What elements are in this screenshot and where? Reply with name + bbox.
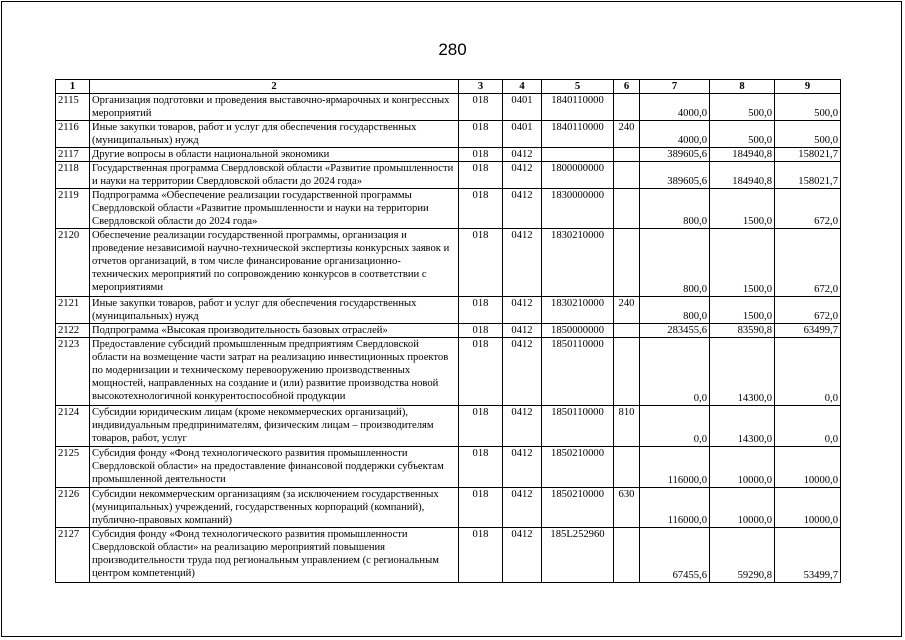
row-name: Другие вопросы в области национальной экономики bbox=[90, 148, 459, 162]
row-sum-9: 500,0 bbox=[775, 121, 841, 148]
row-code-6: 810 bbox=[614, 406, 640, 447]
row-sum-9: 158021,7 bbox=[775, 162, 841, 189]
row-code-6: 240 bbox=[614, 121, 640, 148]
row-code-6 bbox=[614, 447, 640, 488]
row-sum-8: 1500,0 bbox=[710, 229, 775, 297]
column-header: 5 bbox=[542, 80, 614, 94]
row-code-3: 018 bbox=[459, 229, 503, 297]
row-code-4: 0401 bbox=[503, 94, 542, 121]
row-code-6 bbox=[614, 324, 640, 338]
column-header: 1 bbox=[56, 80, 90, 94]
row-name: Субсидии юридическим лицам (кроме некоммерческих организаций), индивидуальным предпринимателям, физическим лицам – производителям товаров, работ, услуг bbox=[90, 406, 459, 447]
row-sum-8: 184940,8 bbox=[710, 162, 775, 189]
row-name: Иные закупки товаров, работ и услуг для обеспечения государственных (муниципальных) нужд bbox=[90, 297, 459, 324]
row-code-4: 0412 bbox=[503, 162, 542, 189]
column-header: 9 bbox=[775, 80, 841, 94]
row-sum-7: 389605,6 bbox=[640, 162, 710, 189]
row-code-3: 018 bbox=[459, 297, 503, 324]
row-code-6 bbox=[614, 94, 640, 121]
row-number: 2124 bbox=[56, 406, 90, 447]
row-name: Обеспечение реализации государственной программы, организация и проведение независимой научно-технической экспертизы конкурсных заявок и отчетов организаций, в том числе финансирование организационно-технических мероприятий по сопровождению конкурсов в соответствии с мероприятиями bbox=[90, 229, 459, 297]
row-code-3: 018 bbox=[459, 447, 503, 488]
table-row bbox=[56, 189, 841, 229]
row-number: 2118 bbox=[56, 162, 90, 189]
row-sum-7: 0,0 bbox=[640, 406, 710, 447]
row-code-6: 240 bbox=[614, 297, 640, 324]
row-sum-7: 800,0 bbox=[640, 297, 710, 324]
row-name: Иные закупки товаров, работ и услуг для обеспечения государственных (муниципальных) нужд bbox=[90, 121, 459, 148]
row-sum-9: 63499,7 bbox=[775, 324, 841, 338]
row-code-6 bbox=[614, 189, 640, 229]
row-sum-9: 500,0 bbox=[775, 94, 841, 121]
column-header-row bbox=[56, 80, 841, 94]
row-code-4: 0412 bbox=[503, 297, 542, 324]
row-code-5: 1830210000 bbox=[542, 229, 614, 297]
row-code-5: 185L252960 bbox=[542, 528, 614, 583]
row-code-4: 0401 bbox=[503, 121, 542, 148]
row-code-4: 0412 bbox=[503, 528, 542, 583]
row-sum-7: 4000,0 bbox=[640, 94, 710, 121]
row-code-5: 1840110000 bbox=[542, 121, 614, 148]
row-sum-8: 14300,0 bbox=[710, 406, 775, 447]
row-name: Организация подготовки и проведения выставочно-ярмарочных и конгрессных мероприятий bbox=[90, 94, 459, 121]
row-sum-9: 0,0 bbox=[775, 406, 841, 447]
table-row bbox=[56, 447, 841, 488]
table-row bbox=[56, 121, 841, 148]
row-sum-8: 10000,0 bbox=[710, 488, 775, 528]
row-sum-7: 800,0 bbox=[640, 189, 710, 229]
row-name: Предоставление субсидий промышленным предприятиям Свердловской области на возмещение части затрат на реализацию инвестиционных проектов по модернизации и техническому перевооружению производственных мощностей, направленных на создание и (или) развитие производства новой высокотехнологичной конкурентоспособной продукции bbox=[90, 338, 459, 406]
row-sum-7: 389605,6 bbox=[640, 148, 710, 162]
row-code-5: 1830000000 bbox=[542, 189, 614, 229]
row-sum-8: 500,0 bbox=[710, 121, 775, 148]
table-row bbox=[56, 324, 841, 338]
table-row bbox=[56, 229, 841, 297]
table-row bbox=[56, 297, 841, 324]
row-sum-7: 116000,0 bbox=[640, 447, 710, 488]
row-code-3: 018 bbox=[459, 528, 503, 583]
row-code-5 bbox=[542, 148, 614, 162]
row-number: 2117 bbox=[56, 148, 90, 162]
row-number: 2116 bbox=[56, 121, 90, 148]
table-row bbox=[56, 488, 841, 528]
table-row bbox=[56, 528, 841, 583]
row-sum-7: 283455,6 bbox=[640, 324, 710, 338]
row-name: Подпрограмма «Высокая производительность базовых отраслей» bbox=[90, 324, 459, 338]
row-code-4: 0412 bbox=[503, 338, 542, 406]
row-code-5: 1830210000 bbox=[542, 297, 614, 324]
row-code-6: 630 bbox=[614, 488, 640, 528]
row-code-4: 0412 bbox=[503, 229, 542, 297]
row-code-3: 018 bbox=[459, 162, 503, 189]
table-row bbox=[56, 338, 841, 406]
column-header: 8 bbox=[710, 80, 775, 94]
row-code-5: 1850210000 bbox=[542, 488, 614, 528]
row-code-4: 0412 bbox=[503, 447, 542, 488]
row-sum-9: 672,0 bbox=[775, 297, 841, 324]
column-header: 2 bbox=[90, 80, 459, 94]
row-code-5: 1850000000 bbox=[542, 324, 614, 338]
row-number: 2119 bbox=[56, 189, 90, 229]
row-sum-9: 10000,0 bbox=[775, 447, 841, 488]
row-code-6 bbox=[614, 229, 640, 297]
row-sum-8: 1500,0 bbox=[710, 297, 775, 324]
budget-table bbox=[55, 79, 841, 583]
row-code-4: 0412 bbox=[503, 148, 542, 162]
table-row bbox=[56, 162, 841, 189]
row-name: Государственная программа Свердловской области «Развитие промышленности и науки на территории Свердловской области до 2024 года» bbox=[90, 162, 459, 189]
row-sum-8: 10000,0 bbox=[710, 447, 775, 488]
row-sum-9: 10000,0 bbox=[775, 488, 841, 528]
row-sum-9: 158021,7 bbox=[775, 148, 841, 162]
row-sum-8: 184940,8 bbox=[710, 148, 775, 162]
row-code-3: 018 bbox=[459, 121, 503, 148]
column-header: 3 bbox=[459, 80, 503, 94]
row-sum-8: 59290,8 bbox=[710, 528, 775, 583]
row-code-4: 0412 bbox=[503, 406, 542, 447]
row-code-6 bbox=[614, 162, 640, 189]
row-sum-9: 672,0 bbox=[775, 189, 841, 229]
row-code-5: 1850210000 bbox=[542, 447, 614, 488]
page-number: 280 bbox=[438, 40, 467, 59]
row-code-5: 1850110000 bbox=[542, 338, 614, 406]
row-sum-9: 53499,7 bbox=[775, 528, 841, 583]
row-number: 2123 bbox=[56, 338, 90, 406]
column-header: 4 bbox=[503, 80, 542, 94]
row-code-5: 1800000000 bbox=[542, 162, 614, 189]
row-code-3: 018 bbox=[459, 94, 503, 121]
column-header: 7 bbox=[640, 80, 710, 94]
table-row bbox=[56, 94, 841, 121]
row-code-3: 018 bbox=[459, 406, 503, 447]
row-name: Субсидия фонду «Фонд технологического развития промышленности Свердловской области» на предоставление финансовой поддержки субъектам промышленной деятельности bbox=[90, 447, 459, 488]
row-sum-9: 672,0 bbox=[775, 229, 841, 297]
row-code-6 bbox=[614, 338, 640, 406]
row-sum-7: 116000,0 bbox=[640, 488, 710, 528]
row-sum-9: 0,0 bbox=[775, 338, 841, 406]
row-sum-8: 14300,0 bbox=[710, 338, 775, 406]
row-number: 2126 bbox=[56, 488, 90, 528]
row-number: 2120 bbox=[56, 229, 90, 297]
row-name: Подпрограмма «Обеспечение реализации государственной программы Свердловской области «Развитие промышленности и науки на территории Свердловской области до 2024 года» bbox=[90, 189, 459, 229]
table-row bbox=[56, 148, 841, 162]
row-number: 2125 bbox=[56, 447, 90, 488]
column-header: 6 bbox=[614, 80, 640, 94]
row-name: Субсидия фонду «Фонд технологического развития промышленности Свердловской области» на реализацию мероприятий повышения производительности труда под региональным управлением (с региональным центром компетенций) bbox=[90, 528, 459, 583]
row-number: 2122 bbox=[56, 324, 90, 338]
row-sum-7: 4000,0 bbox=[640, 121, 710, 148]
row-sum-8: 1500,0 bbox=[710, 189, 775, 229]
row-code-4: 0412 bbox=[503, 488, 542, 528]
row-sum-7: 0,0 bbox=[640, 338, 710, 406]
row-sum-7: 800,0 bbox=[640, 229, 710, 297]
row-code-3: 018 bbox=[459, 324, 503, 338]
row-number: 2115 bbox=[56, 94, 90, 121]
row-sum-8: 83590,8 bbox=[710, 324, 775, 338]
row-sum-8: 500,0 bbox=[710, 94, 775, 121]
row-code-6 bbox=[614, 148, 640, 162]
row-code-6 bbox=[614, 528, 640, 583]
row-code-3: 018 bbox=[459, 189, 503, 229]
row-code-3: 018 bbox=[459, 338, 503, 406]
row-code-3: 018 bbox=[459, 148, 503, 162]
row-code-5: 1850110000 bbox=[542, 406, 614, 447]
row-code-4: 0412 bbox=[503, 189, 542, 229]
table-row bbox=[56, 406, 841, 447]
row-code-3: 018 bbox=[459, 488, 503, 528]
row-number: 2127 bbox=[56, 528, 90, 583]
row-number: 2121 bbox=[56, 297, 90, 324]
row-code-5: 1840110000 bbox=[542, 94, 614, 121]
row-code-4: 0412 bbox=[503, 324, 542, 338]
row-sum-7: 67455,6 bbox=[640, 528, 710, 583]
row-name: Субсидии некоммерческим организациям (за исключением государственных (муниципальных) учреждений, государственных корпораций (компаний), публично-правовых компаний) bbox=[90, 488, 459, 528]
